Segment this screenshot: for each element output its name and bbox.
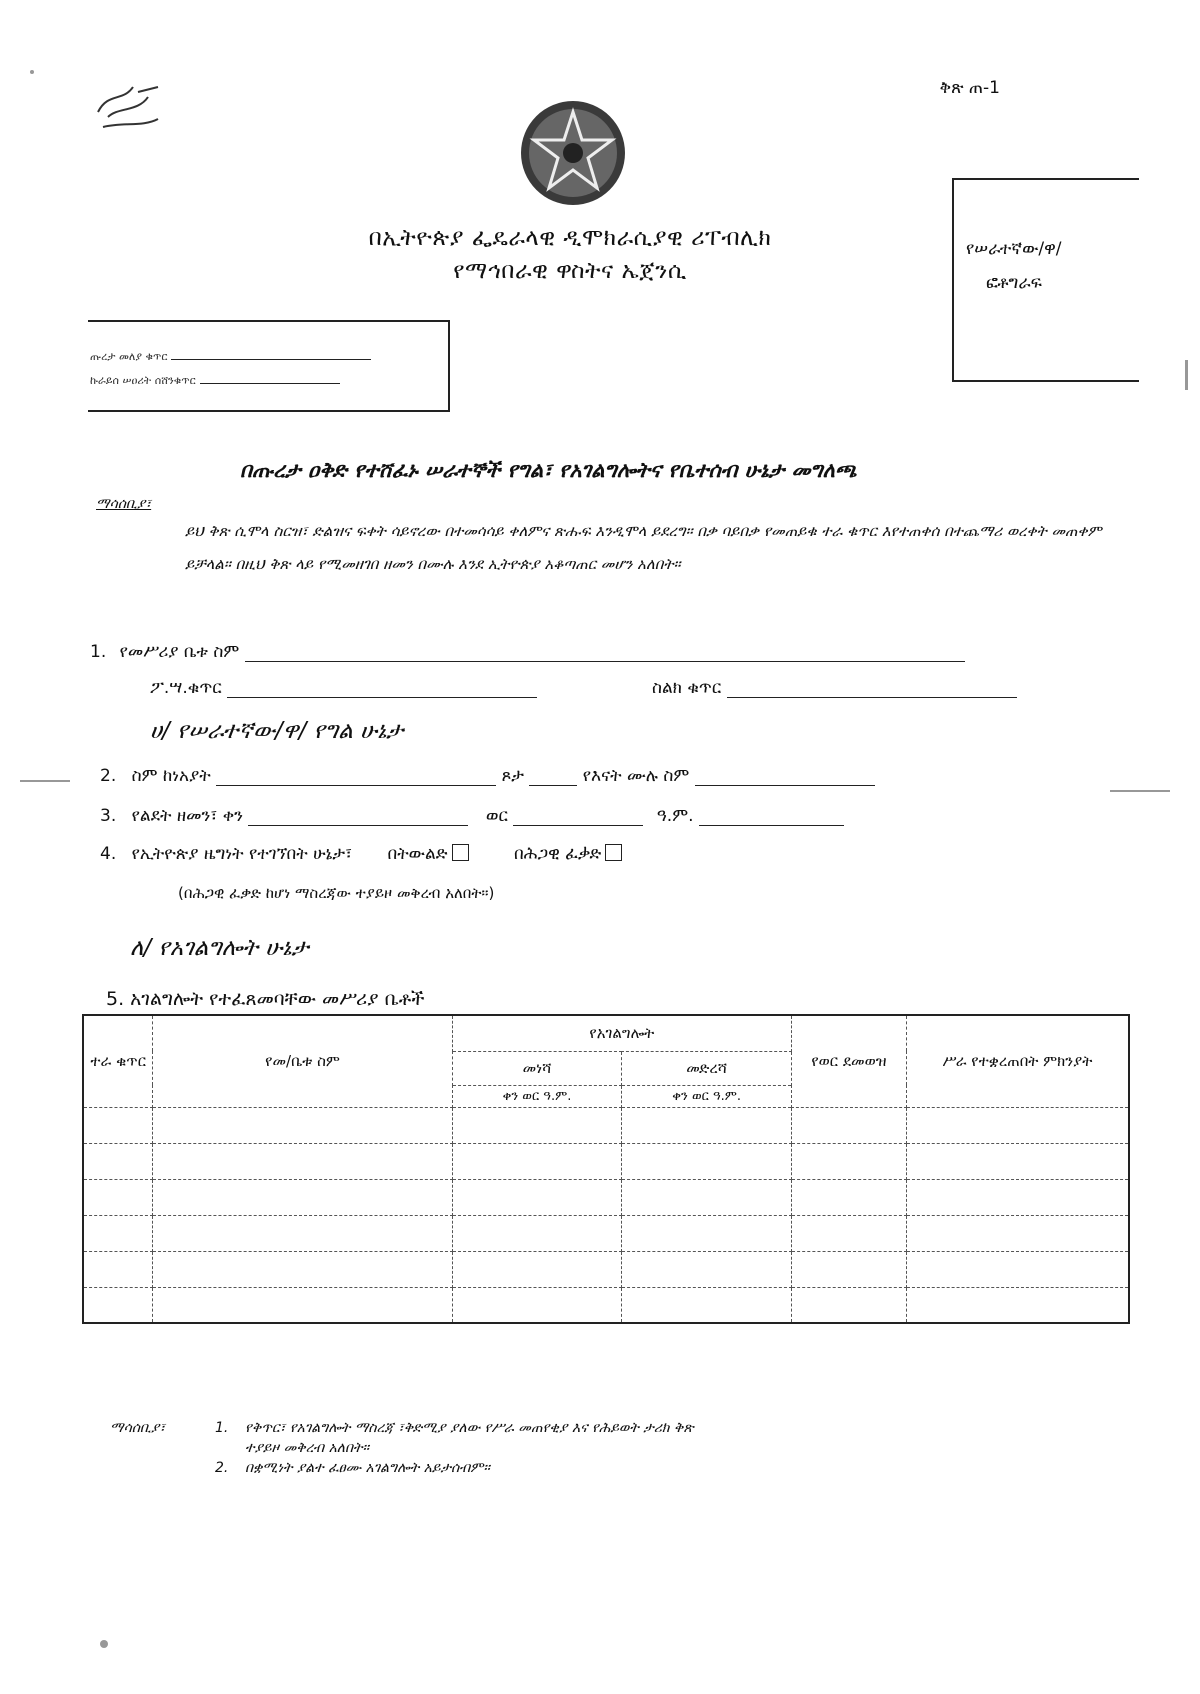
mother-name-label: የእናት ሙሉ ስም [582,766,690,786]
org-name-field[interactable] [245,645,965,662]
service-table [82,1014,1130,1324]
table-cell[interactable] [452,1287,622,1323]
citizenship-law-checkbox[interactable] [605,844,622,861]
full-name-label: ስም ከነአያት [131,766,211,786]
q4-number: 4. [100,844,117,864]
form-code: ቅጽ ጠ-1 [939,78,1000,98]
org-name-label: የመሥሪያ ቤቱ ስም [119,642,240,662]
notice-text: ይህ ቅጽ ሲሞላ ስርዝ፣ ድልዝና ፍቀት ሳይኖረው በተመሳሳይ ቀለምና ጽሑፍ እንዲሞላ ይደረግ። በቃ ባይበቃ የመጠይቁ ተራ ቁጥር እየተጠቀሰ በተጨማሪ ወረቀት መጠቀም ይቻላል። በዚህ ቅጽ ላይ የሚመዘገበ ዘመን በሙሉ እንደ ኢትዮጵያ አቆጣጠር መሆን አለበት። [185,522,1102,573]
table-cell[interactable] [622,1251,792,1287]
col-salary-header: የወር ደመወዝ [792,1015,907,1107]
pension-id-field[interactable] [171,359,371,360]
reference-box [88,320,450,412]
footnote-2: በቋሚነት ያልተ ፈፀሙ አገልግሎት አይታሰብም። [245,1460,490,1476]
section-a-heading: ሀ/ የሠራተኛው/ዋ/ የግል ሁኔታ [150,718,404,744]
q3-number: 3. [100,806,117,826]
table-row [83,1215,1129,1251]
table-cell[interactable] [622,1179,792,1215]
footnote-label: ማሳሰቢያ፣ [110,1420,166,1436]
table-cell[interactable] [622,1107,792,1143]
sex-label: ጾታ [501,766,524,786]
table-cell[interactable] [622,1287,792,1323]
table-cell[interactable] [153,1107,452,1143]
q2-number: 2. [100,766,117,786]
table-cell[interactable] [906,1251,1129,1287]
photo-label-2: ፎቶግራፍ [986,273,1042,293]
table-row [83,1107,1129,1143]
table-cell[interactable] [153,1215,452,1251]
table-cell[interactable] [452,1215,622,1251]
po-box-field[interactable] [227,681,537,698]
footnote-1: የቅጥር፣ የአገልግሎት ማስረጃ ፣ቅድሚያ ያለው የሥራ መጠየቂያ እና የሕይወት ታሪክ ቅጽ [245,1420,694,1436]
po-box-label: ፖ.ሣ.ቁጥር [150,678,222,698]
header-line-1: በኢትዮጵያ ፌዴራላዊ ዲሞክራሲያዊ ሪፐብሊክ [368,225,772,251]
table-cell[interactable] [83,1215,153,1251]
birth-month-field[interactable] [513,809,643,826]
table-cell[interactable] [153,1143,452,1179]
footnote-1-number: 1. [215,1420,229,1436]
full-name-field[interactable] [216,769,496,786]
scan-speck [30,70,34,74]
table-cell[interactable] [452,1251,622,1287]
photo-box [952,178,1139,382]
table-cell[interactable] [906,1179,1129,1215]
table-cell[interactable] [83,1287,153,1323]
q5-label: 5. አገልግሎት የተፈጸመባቸው መሥሪያ ቤቶች [106,988,425,1010]
col-org-header: የመ/ቤቱ ስም [153,1015,452,1107]
reference-number-field[interactable] [200,383,340,384]
scan-speck [1185,360,1188,390]
birth-year-field[interactable] [699,809,844,826]
citizenship-birth-label: በትውልድ [387,844,448,864]
agency-header [250,222,890,288]
col-reason-header: ሥራ የተቋረጠበት ምክንያት [906,1015,1129,1107]
notice-label: ማሳሰቢያ፣ [96,496,152,512]
table-cell[interactable] [622,1143,792,1179]
mother-name-field[interactable] [695,769,875,786]
col-to-sub-header: ቀን ወር ዓ.ም. [622,1085,792,1107]
col-service-header: የአገልግሎት [452,1015,791,1051]
col-from-sub-header: ቀን ወር ዓ.ም. [452,1085,622,1107]
table-cell[interactable] [83,1143,153,1179]
birth-year-label: ዓ.ም. [656,806,694,826]
col-number-header: ተራ ቁጥር [83,1015,153,1107]
table-cell[interactable] [452,1143,622,1179]
table-cell[interactable] [792,1287,907,1323]
header-line-2: የማኅበራዊ ዋስትና ኤጀንሲ [453,258,687,284]
table-row [83,1287,1129,1323]
table-cell[interactable] [792,1107,907,1143]
citizenship-note: (በሕጋዊ ፈቃድ ከሆነ ማስረጃው ተያይዞ መቅረብ አለበት።) [178,884,495,902]
table-cell[interactable] [153,1287,452,1323]
scan-speck [100,1640,108,1648]
handwritten-mark [78,72,198,142]
reference-number-label: ኩራይሰ ሠዐሪት ሰሸንቁጥር [90,374,196,387]
table-cell[interactable] [83,1251,153,1287]
table-cell[interactable] [792,1143,907,1179]
form-title: በጡረታ ዐቅድ የተሸፈኑ ሠራተኞች የግል፣ የአገልግሎትና የቤተሰብ ሁኔታ መግለጫ [240,458,857,482]
sex-field[interactable] [529,769,577,786]
table-cell[interactable] [153,1179,452,1215]
footnote-2-number: 2. [215,1460,229,1476]
emblem-seal-icon [518,98,628,208]
table-cell[interactable] [906,1107,1129,1143]
table-row [83,1179,1129,1215]
table-cell[interactable] [452,1179,622,1215]
scan-speck [20,780,70,782]
birth-month-label: ወር [485,806,508,826]
table-cell[interactable] [906,1143,1129,1179]
photo-label-1: የሠራተኛው/ዋ/ [966,239,1062,259]
col-to-header: መድረሻ [622,1051,792,1085]
table-cell[interactable] [83,1107,153,1143]
col-from-header: መነሻ [452,1051,622,1085]
citizenship-law-label: በሕጋዊ ፈቃድ [513,844,602,864]
pension-id-label: ጡረታ መለያ ቁጥር [90,350,168,363]
birth-day-field[interactable] [248,809,468,826]
birth-day-label: የልደት ዘመን፣ ቀን [131,806,244,826]
org-number: 1. [90,642,107,662]
citizenship-label: የኢትዮጵያ ዜግነት የተገኘበት ሁኔታ፣ [131,844,353,864]
section-b-heading: ለ/ የአገልግሎት ሁኔታ [130,935,309,961]
scan-speck [1110,790,1170,792]
table-cell[interactable] [622,1215,792,1251]
table-cell[interactable] [452,1107,622,1143]
phone-field[interactable] [727,681,1017,698]
table-cell[interactable] [83,1179,153,1215]
footnote-1-cont: ተያይዞ መቅረብ አለበት። [245,1440,370,1456]
table-row [83,1143,1129,1179]
table-cell[interactable] [906,1287,1129,1323]
phone-label: ስልክ ቁጥር [652,678,722,698]
table-cell[interactable] [792,1179,907,1215]
table-cell[interactable] [792,1215,907,1251]
citizenship-birth-checkbox[interactable] [452,844,469,861]
table-row [83,1251,1129,1287]
table-cell[interactable] [906,1215,1129,1251]
table-cell[interactable] [153,1251,452,1287]
table-cell[interactable] [792,1251,907,1287]
